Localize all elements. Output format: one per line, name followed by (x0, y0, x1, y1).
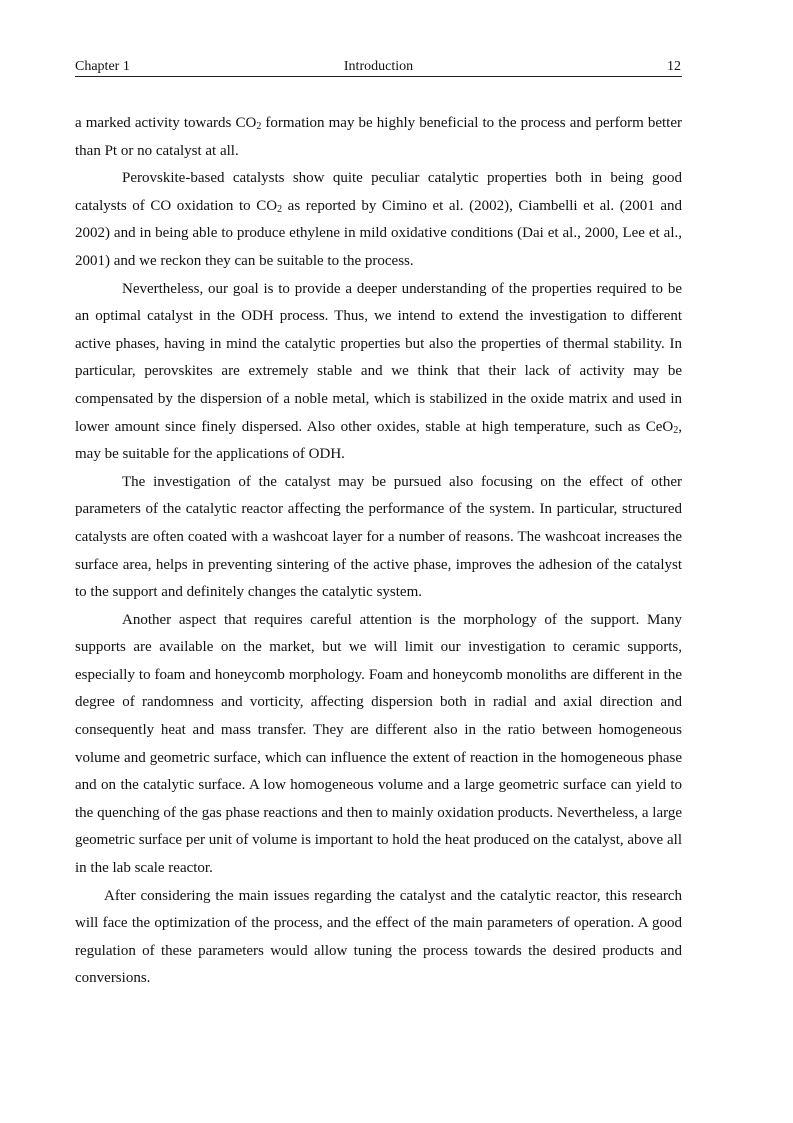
paragraph-1: a marked activity towards $CO_2$ formation may be highly beneficial to the process and perform better than Pt or no catalyst at all. (75, 115, 682, 159)
section-title: Introduction (343, 59, 414, 74)
page-header (75, 58, 682, 77)
paragraph-4: The investigation of the catalyst may be pursued also focusing on the effect of other parameters of the catalytic reactor affecting the performance of the system. In particular, structured catalysts are often coated with a washcoat layer for a number of reasons. The washcoat increases the surface area, helps in preventing sintering of the active phase, improves the adhesion of the catalyst to the support and definitely changes the catalytic system. (75, 473, 682, 601)
chapter-label: Chapter 1 (75, 59, 130, 74)
body-text (75, 110, 682, 993)
page-number: 12 (667, 59, 681, 74)
paragraph-3: Nevertheless, our goal is to provide a deeper understanding of the properties required to be an optimal catalyst in the ODH process. Thus, we intend to extend the investigation to different active phases, having in mind the catalytic properties but also the properties of thermal stability. In particular, perovskites are extremely stable and we think that their lack of activity may be compensated by the dispersion of a noble metal, which is stabilized in the oxide matrix and used in lower amount since finely dispersed. Also other oxides, stable at high temperature, such as CeO$_2$, may be suitable for the applications of ODH. (75, 280, 682, 463)
paragraph-5: Another aspect that requires careful attention is the morphology of the support. Many supports are available on the market, but we will limit our investigation to ceramic supports, especially to foam and honeycomb morphology. Foam and honeycomb monoliths are different in the degree of randomness and vorticity, affecting dispersion both in radial and axial direction and consequently heat and mass transfer. They are different also in the ratio between homogeneous volume and geometric surface, which can influence the extent of reaction in the homogeneous phase and on the catalytic surface. A low homogeneous volume and a large geometric surface can yield to the quenching of the gas phase reactions and then to mainly oxidation products. Nevertheless, a large geometric surface per unit of volume is important to hold the heat produced on the catalyst, above all in the lab scale reactor. (75, 611, 682, 877)
paragraph-6: After considering the main issues regarding the catalyst and the catalytic reactor, this research will face the optimization of the process, and the effect of the main parameters of operation. A good regulation of these parameters would allow tuning the process towards the desired products and conversions. (75, 887, 682, 987)
paragraph-2: Perovskite-based catalysts show quite peculiar catalytic properties both in being good catalysts of CO oxidation to $CO_2$ as reported by Cimino et al. (2002), Ciambelli et al. (2001 and 2002) and in being able to produce ethylene in mild oxidative conditions (Dai et al., 2000, Lee et al., 2001) and we reckon they can be suitable to the process. (75, 170, 682, 269)
